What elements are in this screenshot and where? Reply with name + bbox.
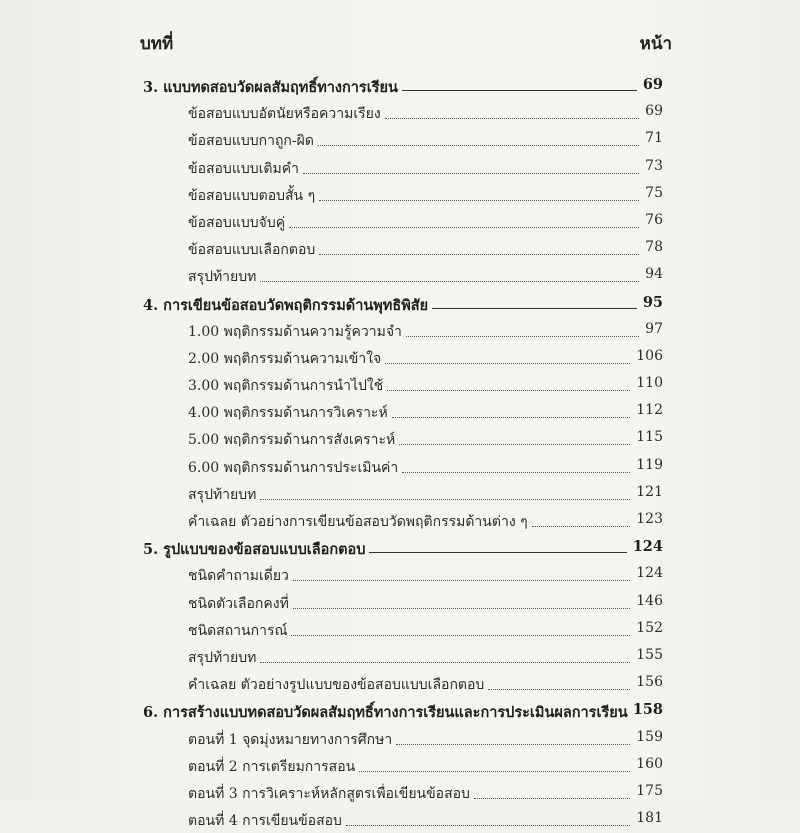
toc-entry-row xyxy=(0,154,800,181)
page-number: 71 xyxy=(645,130,663,147)
entry-title: ชนิดตัวเลือกคงที่ xyxy=(188,595,289,612)
page-number: 115 xyxy=(636,429,663,446)
leader-dots xyxy=(319,200,639,201)
page-number: 156 xyxy=(636,674,663,691)
toc-entry-row xyxy=(0,99,800,126)
page-number: 94 xyxy=(645,266,663,283)
toc-entry-row xyxy=(0,371,800,398)
page-number: 112 xyxy=(636,402,663,419)
leader-dots xyxy=(291,635,630,636)
toc-entry-row xyxy=(0,181,800,208)
leader-dots xyxy=(385,118,639,119)
page-number: 146 xyxy=(636,592,663,609)
page-number: 124 xyxy=(636,565,663,582)
leader-dots xyxy=(303,173,639,174)
entry-title: คำเฉลย ตัวอย่างการเขียนข้อสอบวัดพฤติกรรมด้านต่าง ๆ xyxy=(188,514,528,530)
page-number: 73 xyxy=(645,157,663,174)
page-number: 76 xyxy=(645,211,663,228)
table-of-contents xyxy=(0,72,800,833)
leader-dots xyxy=(474,798,630,799)
page-number: 158 xyxy=(632,701,663,719)
chapter-title: 3. แบบทดสอบวัดผลสัมฤทธิ์ทางการเรียน xyxy=(143,79,398,96)
entry-title: 6.00 พฤติกรรมด้านการประเมินค่า xyxy=(188,459,399,476)
toc-entry-row xyxy=(0,507,800,534)
page-number: 124 xyxy=(632,538,663,556)
chapter-title: 4. การเขียนข้อสอบวัดพฤติกรรมด้านพุทธิพิสัย xyxy=(143,296,429,314)
entry-title: ข้อสอบแบบเลือกตอบ xyxy=(188,242,316,259)
page-number: 121 xyxy=(636,483,663,500)
entry-title: สรุปท้ายบท xyxy=(188,269,257,286)
entry-title: 1.00 พฤติกรรมด้านความรู้ความจำ xyxy=(188,323,402,340)
toc-entry-row xyxy=(0,344,800,371)
page-number: 175 xyxy=(636,782,663,799)
toc-chapter-row xyxy=(0,72,800,99)
page-number: 159 xyxy=(636,728,663,745)
entry-title: ตอนที่ 4 การเขียนข้อสอบ xyxy=(188,813,342,830)
leader-dots xyxy=(260,499,630,500)
page-column-header: หน้า xyxy=(639,34,672,54)
entry-title: 3.00 พฤติกรรมด้านการนำไปใช้ xyxy=(188,378,384,395)
toc-entry-row xyxy=(0,208,800,235)
toc-entry-row xyxy=(0,561,800,588)
entry-title: 2.00 พฤติกรรมด้านความเข้าใจ xyxy=(188,350,382,367)
toc-entry-row xyxy=(0,262,800,289)
chapter-column-header: บทที่ xyxy=(140,34,174,54)
page-number: 69 xyxy=(645,103,663,120)
toc-entry-row xyxy=(0,670,800,697)
page-number: 119 xyxy=(636,456,663,473)
toc-entry-row xyxy=(0,589,800,616)
leader-dots xyxy=(318,145,639,146)
leader-dots xyxy=(406,336,639,337)
toc-entry-row xyxy=(0,317,800,344)
entry-title: 5.00 พฤติกรรมด้านการสังเคราะห์ xyxy=(188,432,396,449)
entry-title: ชนิดสถานการณ์ xyxy=(188,622,288,639)
entry-title: ชนิดคำถามเดี่ยว xyxy=(188,568,289,585)
toc-entry-row xyxy=(0,643,800,670)
entry-title: ตอนที่ 3 การวิเคราะห์หลักสูตรเพื่อเขียนข้อสอบ xyxy=(188,785,470,802)
toc-chapter-row xyxy=(0,697,800,724)
toc-entry-row xyxy=(0,235,800,262)
leader-dots xyxy=(293,580,630,581)
leader-dots xyxy=(488,689,630,690)
show-through-text xyxy=(280,26,287,50)
toc-entry-row xyxy=(0,779,800,806)
entry-title: สรุปท้ายบท xyxy=(188,486,257,503)
toc-entry-row xyxy=(0,126,800,153)
entry-title: ตอนที่ 1 จุดมุ่งหมายทางการศึกษา xyxy=(188,731,393,748)
entry-title: ข้อสอบแบบตอบสั้น ๆ xyxy=(188,187,316,204)
toc-entry-row xyxy=(0,398,800,425)
entry-title: ข้อสอบแบบอัตนัยหรือความเรียง xyxy=(188,106,381,123)
chapter-title: 5. รูปแบบของข้อสอบแบบเลือกตอบ xyxy=(143,541,366,559)
page-number: 78 xyxy=(645,239,663,256)
entry-title: สรุปท้ายบท xyxy=(188,649,257,666)
page-number: 155 xyxy=(636,646,663,663)
page-number: 75 xyxy=(645,184,663,201)
leader-dots xyxy=(359,771,630,772)
page-number: 69 xyxy=(642,76,663,93)
toc-entry-row xyxy=(0,725,800,752)
toc-entry-row xyxy=(0,752,800,779)
leader-dots xyxy=(385,363,630,364)
toc-entry-row xyxy=(0,616,800,643)
toc-entry-row xyxy=(0,453,800,480)
page-number: 110 xyxy=(636,375,663,392)
entry-title: ข้อสอบแบบเติมคำ xyxy=(188,160,299,177)
leader-line xyxy=(432,308,637,309)
leader-dots xyxy=(399,444,630,445)
entry-title: ข้อสอบแบบกาถูก-ผิด xyxy=(188,133,314,150)
page-number: 106 xyxy=(636,347,663,364)
page-number: 97 xyxy=(645,320,663,337)
leader-line xyxy=(402,90,637,91)
toc-entry-row xyxy=(0,480,800,507)
page-number: 95 xyxy=(642,293,663,311)
leader-dots xyxy=(319,254,639,255)
leader-dots xyxy=(346,825,630,826)
leader-dots xyxy=(402,472,630,473)
leader-dots xyxy=(396,744,630,745)
leader-dots xyxy=(387,390,630,391)
page-number: 160 xyxy=(636,755,663,772)
leader-dots xyxy=(532,526,630,527)
toc-chapter-row xyxy=(0,534,800,561)
entry-title: ตอนที่ 2 การเตรียมการสอน xyxy=(188,758,356,775)
page-number: 181 xyxy=(636,810,663,827)
leader-dots xyxy=(392,417,630,418)
toc-entry-row xyxy=(0,425,800,452)
toc-chapter-row xyxy=(0,290,800,317)
leader-dots xyxy=(260,662,630,663)
entry-title: 4.00 พฤติกรรมด้านการวิเคราะห์ xyxy=(188,405,388,422)
leader-dots xyxy=(260,281,639,282)
toc-entry-row xyxy=(0,806,800,833)
chapter-title: 6. การสร้างแบบทดสอบวัดผลสัมฤทธิ์ทางการเรียนและการประเมินผลการเรียน xyxy=(143,704,628,722)
leader-line xyxy=(369,552,627,553)
entry-title: ข้อสอบแบบจับคู่ xyxy=(188,214,286,231)
leader-dots xyxy=(293,608,630,609)
page-number: 152 xyxy=(636,619,663,636)
leader-dots xyxy=(289,227,639,228)
entry-title: คำเฉลย ตัวอย่างรูปแบบของข้อสอบแบบเลือกตอบ xyxy=(188,677,485,694)
page-number: 123 xyxy=(636,511,663,527)
